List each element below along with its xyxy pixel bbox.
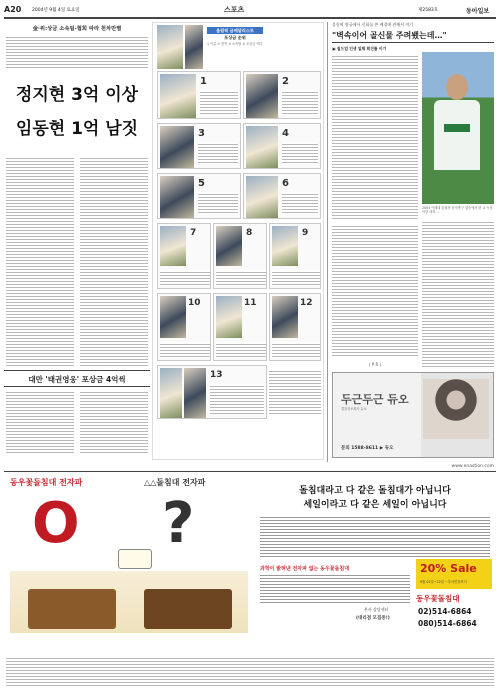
sub-headline: 대만 '태권영웅' 포상금 4억씩 [28, 375, 126, 384]
ad-headline-2: 세일이라고 다 같은 세일이 아닙니다 [303, 500, 447, 510]
rank-card-8 [213, 223, 267, 289]
athlete-photo [160, 226, 186, 266]
jersey-stripe [444, 124, 470, 132]
big-zero: O [32, 491, 80, 556]
headline-2: 임동현 1억 남짓 [15, 119, 139, 139]
issue-date: 2004년 9월 4일 토요일 [32, 8, 80, 13]
rank-card-3 [157, 123, 241, 169]
section-title: 스포츠 [224, 6, 245, 14]
right-body-3 [422, 220, 494, 368]
headline-1: 정지현 3억 이상 [15, 85, 139, 105]
rank-card-1 [157, 71, 241, 119]
rank-card-10 [157, 293, 211, 361]
ad-highlight: 과학이 밝혀낸 전자파 없는 동우꽃돌침대 [260, 566, 350, 572]
athlete-head [446, 74, 468, 100]
ad-phone-2[interactable]: 080)514-6864 [418, 619, 477, 628]
rank-card-4 [243, 123, 321, 169]
rank-card-9 [269, 223, 321, 289]
athlete-photo [160, 368, 182, 418]
page-number: A20 [4, 5, 22, 14]
rank-number: 13 [210, 370, 223, 380]
athlete-info [282, 142, 318, 164]
sale-text: 20% Sale [420, 562, 477, 575]
rank-number: 8 [246, 228, 253, 238]
right-subhead: ▣ 칠드업 인생 일체 회진를 이기 [332, 46, 387, 51]
issue-number: 제2583호 [418, 8, 439, 13]
athlete-photo [216, 296, 242, 338]
athlete-info [198, 142, 238, 164]
athlete-info [160, 342, 210, 358]
right-body-2 [332, 224, 418, 358]
athlete-info [216, 342, 266, 358]
rank-card-13 [157, 365, 267, 419]
pr-phone: 문의 1588-8611 ▶ 듀오 [341, 446, 394, 451]
branch-list [6, 656, 494, 686]
sale-period: 9월 01일~22일 ~추석연휴까지 [420, 580, 467, 584]
athlete-info [272, 342, 320, 358]
body-column-4 [80, 390, 148, 454]
body-column-3 [6, 390, 74, 454]
site-url[interactable]: www.enastion.com [451, 464, 494, 469]
rank-number: 4 [282, 128, 289, 139]
newspaper-logo: 동아일보 [466, 8, 490, 15]
ad-brand: 동우꽃돌침대 전자파 [10, 478, 83, 487]
pr-note: 결혼정보회사 듀오 [341, 407, 367, 411]
bed-frame-left [28, 589, 116, 629]
left-story [4, 20, 150, 460]
athlete-info [198, 192, 238, 214]
rank-number: 3 [198, 128, 205, 139]
story-kicker: 金·위:상금 소속팀-협회 따라 천차만별 [32, 26, 122, 32]
athlete-info [210, 384, 264, 414]
ad-logo: 동우꽃돌침대 [416, 594, 460, 603]
athlete-photo [160, 74, 196, 118]
rank-card-6 [243, 173, 321, 219]
athlete-photo [246, 126, 278, 168]
hero-photo-2 [185, 25, 203, 69]
rank-number: 11 [244, 298, 257, 308]
rank-number: 2 [282, 76, 289, 87]
athlete-photo [216, 226, 242, 266]
athlete-photo [246, 74, 278, 118]
ranking-graphic [152, 22, 324, 460]
rank-card-12 [269, 293, 321, 361]
athlete-photo [160, 296, 186, 338]
subhead-rule-bottom [4, 386, 150, 387]
column-rule [327, 22, 328, 462]
rank-number: 9 [302, 228, 309, 238]
ranking-note [269, 369, 321, 415]
ranking-title-1: 올림픽 금메달리스트 [207, 27, 263, 34]
athlete-info [200, 90, 238, 114]
bed-photo [10, 571, 248, 633]
athlete-info [160, 270, 210, 286]
athlete-photo [272, 296, 298, 338]
rank-number: 7 [190, 228, 197, 238]
ad-top-rule [4, 471, 496, 472]
rank-card-11 [213, 293, 267, 361]
rank-number: 1 [200, 76, 207, 87]
athlete-photo [184, 368, 206, 418]
rank-number: 6 [282, 178, 289, 189]
ad-feature-list [260, 573, 410, 603]
ad-agency: 본사 상담센터 [364, 607, 389, 612]
pr-box[interactable] [332, 372, 494, 458]
body-column-1 [6, 156, 74, 366]
ranking-title-2: 포상금 순위 [224, 35, 246, 40]
rank-card-2 [243, 71, 321, 119]
ad-phone-1[interactable]: 02)514-6864 [418, 607, 472, 616]
right-headline-rule [332, 42, 494, 43]
masthead-rule [4, 17, 496, 19]
athlete-info [282, 192, 318, 214]
hero-photo-1 [157, 25, 183, 69]
meter-gauge [118, 549, 152, 569]
athlete-jersey [434, 100, 480, 170]
athlete-photo [272, 226, 298, 266]
pr-title: 두근두근 듀오 [341, 393, 409, 406]
ranking-legend: 1 이름 ② 종목 ③ 소속팀 ④ 포상금 액수 [207, 42, 263, 46]
intro-text [6, 35, 148, 69]
athlete-photo-large [422, 52, 494, 204]
ad-headline-1: 돌침대라고 다 같은 돌침대가 아닙니다 [299, 486, 451, 496]
athlete-photo [160, 126, 194, 168]
masthead [4, 4, 496, 16]
rank-number: 10 [188, 298, 201, 308]
rank-card-7 [157, 223, 211, 289]
athlete-info [272, 270, 320, 286]
ad-agency-2: (대리점 모집중!) [356, 616, 390, 621]
body-column-2 [80, 156, 148, 366]
athlete-info [216, 270, 266, 286]
rank-number: 12 [300, 298, 313, 308]
right-story [330, 20, 496, 460]
rank-card-5 [157, 173, 241, 219]
pr-photo [423, 379, 489, 439]
advertisement[interactable] [4, 473, 496, 653]
rank-number: 5 [198, 178, 205, 189]
subhead-rule-top [4, 370, 150, 371]
bed-frame-right [144, 589, 232, 629]
right-kicker: 올림픽 양궁에서 신화를 쓴 배경에 관해서 이기 [332, 22, 414, 27]
right-body-1 [332, 54, 418, 220]
sale-badge [416, 559, 492, 589]
ad-body-text [260, 515, 490, 559]
photo-caption: 2004 아테네 올림픽 남자축구 결승에서 한 교 득점 작한 대학 ... [422, 206, 493, 215]
athlete-photo [246, 176, 278, 218]
big-question: ? [162, 491, 195, 556]
pr-label: ( P R ) [368, 362, 382, 367]
athlete-photo [160, 176, 194, 218]
athlete-info [282, 90, 318, 114]
right-headline: "벽속이어 골신물 주려뵀는데…" [332, 31, 447, 40]
ad-brand-2: △△돌침대 전자파 [144, 478, 206, 487]
